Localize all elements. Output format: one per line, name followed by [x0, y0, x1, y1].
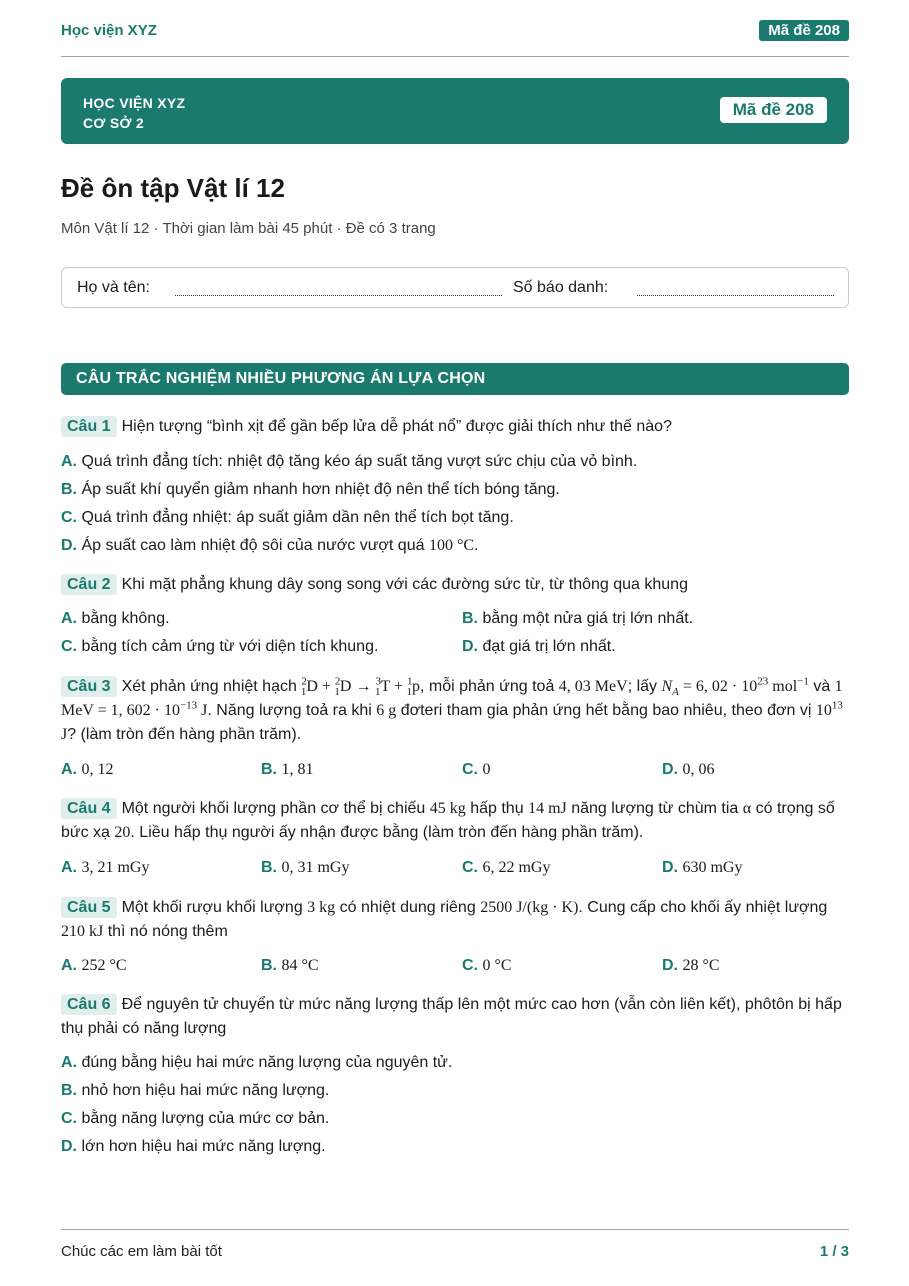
q6-option-a[interactable]: A. đúng bằng hiệu hai mức năng lượng của nguyên tử. — [61, 1054, 453, 1071]
q2-option-a[interactable]: A. bằng không. — [61, 610, 170, 627]
q3-option-c[interactable]: C. 0 — [462, 761, 491, 778]
name-label: Họ và tên: — [77, 279, 150, 296]
banner-org-line2: CƠ SỞ 2 — [83, 115, 144, 131]
footer-divider — [61, 1229, 849, 1230]
page-header — [61, 18, 849, 42]
school-banner — [61, 78, 849, 144]
section-heading: CÂU TRẮC NGHIỆM NHIỀU PHƯƠNG ÁN LỰA CHỌN — [61, 363, 849, 395]
question-text: Để nguyên tử chuyển từ mức năng lượng thấp lên một mức cao hơn (vẫn còn liên kết), phôtôn bị hấp thụ phải có năng lượng — [61, 996, 842, 1037]
question-3: Câu 3 Xét phản ứng nhiệt hạch $^2_1$D + $^2_1$D → $^3_1$T + $^1_1$p, mỗi phản ứng toả 4, 03 MeV; lấy $N_A = 6$, $02 \cdot 10^{23}$ mol$^{-1}$ và 1 MeV = 1, $602 \cdot 10^{-13}$ J. Năng lượng toả ra khi 6 g đơteri tham gia phản ứng hết bằng bao nhiêu, theo đơn vị $10^{13}$ J? (làm tròn đến hàng phần trăm). — [61, 675, 843, 743]
q2-option-c[interactable]: C. bằng tích cảm ứng từ với diện tích khung. — [61, 638, 379, 655]
q1-option-b[interactable]: B. Áp suất khí quyển giảm nhanh hơn nhiệt độ nên thể tích bóng tăng. — [61, 481, 560, 498]
page-number: 1 / 3 — [819, 1243, 849, 1260]
q1-option-c[interactable]: C. Quá trình đẳng nhiệt: áp suất giảm dần nên thể tích bọt tăng. — [61, 509, 514, 526]
q3-option-b[interactable]: B. 1, 81 — [261, 761, 314, 778]
question-label: Câu 2 — [61, 574, 117, 595]
q1-option-a[interactable]: A. Quá trình đẳng tích: nhiệt độ tăng kéo áp suất tăng vượt sức chịu của vỏ bình. — [61, 453, 638, 470]
reaction-equation: $^2_1$D + $^2_1$D → $^3_1$T + $^1_1$p — [300, 675, 420, 699]
q6-option-d[interactable]: D. lớn hơn hiệu hai mức năng lượng. — [61, 1138, 326, 1155]
q5-option-c[interactable]: C. 0 °C — [462, 957, 512, 974]
question-label: Câu 4 — [61, 798, 117, 819]
q2-option-b[interactable]: B. bằng một nửa giá trị lớn nhất. — [462, 610, 694, 627]
header-brand: Học viện XYZ — [61, 21, 157, 39]
banner-exam-code: Mã đề 208 — [720, 97, 827, 123]
question-text: Hiện tượng “bình xịt để gần bếp lửa dễ phát nổ” được giải thích như thế nào? — [121, 418, 672, 435]
question-label: Câu 1 — [61, 416, 117, 437]
question-2 — [61, 573, 851, 597]
q5-option-b[interactable]: B. 84 °C — [261, 957, 319, 974]
name-field[interactable] — [175, 295, 502, 296]
student-id-label: Số báo danh: — [513, 279, 609, 296]
q4-option-a[interactable]: A. 3, 21 mGy — [61, 859, 150, 876]
question-label: Câu 6 — [61, 994, 117, 1015]
footer-message: Chúc các em làm bài tốt — [61, 1243, 222, 1260]
q3-option-d[interactable]: D. 0, 06 — [662, 761, 715, 778]
q4-option-d[interactable]: D. 630 mGy — [662, 859, 743, 876]
question-6 — [61, 993, 851, 1041]
header-divider — [61, 56, 849, 57]
q2-option-d[interactable]: D. đạt giá trị lớn nhất. — [462, 638, 616, 655]
student-info-box — [61, 267, 849, 308]
banner-org-line1: HỌC VIỆN XYZ — [83, 95, 186, 111]
q4-option-c[interactable]: C. 6, 22 mGy — [462, 859, 551, 876]
q4-option-b[interactable]: B. 0, 31 mGy — [261, 859, 350, 876]
banner-org — [83, 93, 185, 133]
student-id-field[interactable] — [637, 295, 834, 296]
page-subtitle: Môn Vật lí 12 · Thời gian làm bài 45 phút · Đề có 3 trang — [61, 220, 436, 237]
question-1 — [61, 415, 851, 439]
header-exam-code-badge: Mã đề 208 — [759, 20, 849, 41]
question-5: Câu 5 Một khối rượu khối lượng 3 kg có nhiệt dung riêng 2500 J/(kg · K). Cung cấp cho khối ấy nhiệt lượng 210 kJ thì nó nóng thêm — [61, 899, 828, 940]
q5-option-d[interactable]: D. 28 °C — [662, 957, 720, 974]
q6-option-b[interactable]: B. nhỏ hơn hiệu hai mức năng lượng. — [61, 1082, 330, 1099]
q1-option-d[interactable]: D. Áp suất cao làm nhiệt độ sôi của nước vượt quá 100 °C. — [61, 537, 479, 554]
question-label: Câu 5 — [61, 897, 117, 918]
question-label: Câu 3 — [61, 676, 117, 697]
q6-option-c[interactable]: C. bằng năng lượng của mức cơ bản. — [61, 1110, 330, 1127]
q5-option-a[interactable]: A. 252 °C — [61, 957, 127, 974]
question-text: Khi mặt phẳng khung dây song song với các đường sức từ, từ thông qua khung — [121, 576, 688, 593]
q3-option-a[interactable]: A. 0, 12 — [61, 761, 114, 778]
question-4: Câu 4 Một người khối lượng phần cơ thể bị chiếu 45 kg hấp thụ 14 mJ năng lượng từ chùm tia α có trọng số bức xạ 20. Liều hấp thụ người ấy nhận được bằng (làm tròn đến hàng phần trăm). — [61, 800, 835, 841]
page-title: Đề ôn tập Vật lí 12 — [61, 173, 285, 203]
